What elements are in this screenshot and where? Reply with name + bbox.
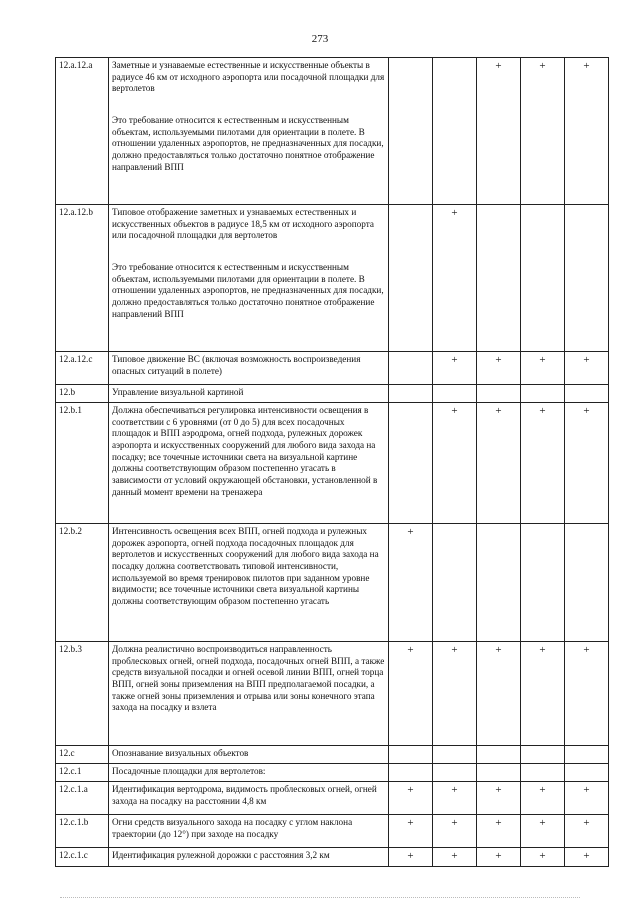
mark-cell-5 bbox=[565, 524, 609, 642]
mark-cell-2: + bbox=[433, 205, 477, 352]
mark-cell-4 bbox=[521, 385, 565, 403]
mark-cell-5: + bbox=[565, 815, 609, 848]
row-description bbox=[109, 58, 389, 205]
table-row bbox=[56, 782, 609, 815]
mark-cell-1 bbox=[389, 746, 433, 764]
mark-cell-4: + bbox=[521, 58, 565, 205]
mark-cell-4 bbox=[521, 524, 565, 642]
mark-cell-5: + bbox=[565, 352, 609, 385]
mark-cell-1: + bbox=[389, 782, 433, 815]
mark-cell-2: + bbox=[433, 403, 477, 524]
row-description bbox=[109, 205, 389, 352]
row-description bbox=[109, 746, 389, 764]
mark-cell-3 bbox=[477, 764, 521, 782]
table-row bbox=[56, 764, 609, 782]
mark-cell-5: + bbox=[565, 642, 609, 746]
row-code: 12.b.3 bbox=[56, 642, 109, 746]
mark-cell-2 bbox=[433, 58, 477, 205]
mark-cell-5: + bbox=[565, 403, 609, 524]
mark-cell-4: + bbox=[521, 352, 565, 385]
row-code: 12.c bbox=[56, 746, 109, 764]
mark-cell-1: + bbox=[389, 524, 433, 642]
description-paragraph: Типовое движение ВС (включая возможность воспроизведения опасных ситуаций в полете) bbox=[112, 354, 361, 376]
table-row bbox=[56, 524, 609, 642]
mark-cell-3 bbox=[477, 385, 521, 403]
mark-cell-4: + bbox=[521, 642, 565, 746]
row-code: 12.b bbox=[56, 385, 109, 403]
mark-cell-3: + bbox=[477, 642, 521, 746]
mark-cell-2: + bbox=[433, 782, 477, 815]
mark-cell-2 bbox=[433, 524, 477, 642]
requirements-table bbox=[55, 57, 609, 867]
table-row bbox=[56, 205, 609, 352]
description-paragraph: Посадочные площадки для вертолетов: bbox=[112, 766, 266, 776]
mark-cell-3: + bbox=[477, 815, 521, 848]
table-body bbox=[56, 58, 609, 867]
page-number: 273 bbox=[311, 33, 329, 45]
row-description bbox=[109, 642, 389, 746]
description-paragraph: Типовое отображение заметных и узнаваемых естественных и искусственных объектов в радиусе 18,5 км от исходного аэропорта или посадочной площадки для вертолетов bbox=[112, 207, 374, 241]
mark-cell-3: + bbox=[477, 848, 521, 867]
row-code: 12.c.1.c bbox=[56, 848, 109, 867]
description-paragraph: Это требование относится к естественным и искусственным объектам, используемыми пилотами для ориентации в полете. В отношении удаленных аэропортов, не предназначенных для посадки, должно предоставляться только достаточно понятное отображение направлений ВПП bbox=[112, 115, 384, 172]
mark-cell-4 bbox=[521, 764, 565, 782]
mark-cell-5: + bbox=[565, 782, 609, 815]
mark-cell-2: + bbox=[433, 642, 477, 746]
mark-cell-5: + bbox=[565, 58, 609, 205]
mark-cell-1 bbox=[389, 352, 433, 385]
row-description bbox=[109, 848, 389, 867]
mark-cell-1 bbox=[389, 764, 433, 782]
description-paragraph: Опознавание визуальных объектов bbox=[112, 748, 249, 758]
row-description bbox=[109, 782, 389, 815]
mark-cell-2 bbox=[433, 385, 477, 403]
row-code: 12.b.1 bbox=[56, 403, 109, 524]
mark-cell-2: + bbox=[433, 352, 477, 385]
row-code: 12.a.12.c bbox=[56, 352, 109, 385]
row-code: 12.b.2 bbox=[56, 524, 109, 642]
mark-cell-3: + bbox=[477, 58, 521, 205]
description-paragraph: Огни средств визуального захода на посадку с углом наклона траектории (до 12°) при заходе на посадку bbox=[112, 817, 353, 839]
mark-cell-5 bbox=[565, 385, 609, 403]
mark-cell-4: + bbox=[521, 403, 565, 524]
row-description bbox=[109, 352, 389, 385]
row-code: 12.a.12.b bbox=[56, 205, 109, 352]
scan-artifact bbox=[60, 897, 580, 899]
mark-cell-3 bbox=[477, 746, 521, 764]
mark-cell-2: + bbox=[433, 848, 477, 867]
mark-cell-5 bbox=[565, 746, 609, 764]
mark-cell-1 bbox=[389, 403, 433, 524]
mark-cell-3 bbox=[477, 205, 521, 352]
description-paragraph: Заметные и узнаваемые естественные и искусственные объекты в радиусе 46 км от исходного аэропорта или посадочной площадки для вертолетов bbox=[112, 60, 385, 94]
mark-cell-4 bbox=[521, 205, 565, 352]
mark-cell-3: + bbox=[477, 782, 521, 815]
description-paragraph: Это требование относится к естественным и искусственным объектам, используемыми пилотами для ориентации в полете. В отношении удаленных аэропортов, не предназначенных для посадки, должно предоставляться только достаточно понятное отображение направлений ВПП bbox=[112, 262, 384, 319]
table-row bbox=[56, 385, 609, 403]
mark-cell-4: + bbox=[521, 848, 565, 867]
table-row bbox=[56, 352, 609, 385]
mark-cell-1: + bbox=[389, 848, 433, 867]
mark-cell-5 bbox=[565, 764, 609, 782]
mark-cell-1 bbox=[389, 58, 433, 205]
row-code: 12.c.1.a bbox=[56, 782, 109, 815]
row-description bbox=[109, 524, 389, 642]
mark-cell-2 bbox=[433, 746, 477, 764]
row-code: 12.a.12.a bbox=[56, 58, 109, 205]
mark-cell-1: + bbox=[389, 815, 433, 848]
mark-cell-1 bbox=[389, 205, 433, 352]
description-paragraph: Управление визуальной картиной bbox=[112, 387, 244, 397]
row-code: 12.c.1 bbox=[56, 764, 109, 782]
mark-cell-5: + bbox=[565, 848, 609, 867]
mark-cell-5 bbox=[565, 205, 609, 352]
mark-cell-1: + bbox=[389, 642, 433, 746]
mark-cell-4: + bbox=[521, 815, 565, 848]
row-description bbox=[109, 403, 389, 524]
table-row bbox=[56, 746, 609, 764]
description-paragraph: Должна обеспечиваться регулировка интенсивности освещения в соответствии с 6 уровнями (от 0 до 5) для всех посадочных площадок и ВПП аэродрома, огней подхода, рулежных дорожек аэропорта и искусственных сооружений для любого вида захода на посадку; все точечные источники света на визуальной картине должны соответствующим образом постепенно угасать в зависимости от условий окружающей обстановки, установленной в данный момент времени на тренажера bbox=[112, 405, 378, 497]
mark-cell-2: + bbox=[433, 815, 477, 848]
description-paragraph: Идентификация вертодрома, видимость проблесковых огней, огней захода на посадку на расстоянии 4,8 км bbox=[112, 784, 377, 806]
description-paragraph: Идентификация рулежной дорожки с расстояния 3,2 км bbox=[112, 850, 330, 860]
table-row bbox=[56, 403, 609, 524]
table-row bbox=[56, 848, 609, 867]
row-description bbox=[109, 385, 389, 403]
description-paragraph: Интенсивность освещения всех ВПП, огней подхода и рулежных дорожек аэропорта, огней подхода посадочных площадок для вертолетов и искусственных сооружений для любого вида захода на посадку должна соответствовать типовой интенсивности, используемой во время тренировок пилотов при заданном уровне видимости; все точечные источники света визуальной картины должны соответствующим образом постепенно угасать bbox=[112, 526, 379, 607]
table-row bbox=[56, 58, 609, 205]
description-paragraph: Должна реалистично воспроизводиться направленность проблесковых огней, огней подхода, посадочных огней ВПП, а также средств визуальной посадки и огней осевой линии ВПП, огней торца ВПП, огней зоны приземления на ВПП предполагаемой посадки, а также огней зоны приземления и отрыва или зоны конечного этапа захода на посадку и взлета bbox=[112, 644, 385, 713]
mark-cell-3: + bbox=[477, 403, 521, 524]
table-row bbox=[56, 642, 609, 746]
row-description bbox=[109, 815, 389, 848]
row-code: 12.c.1.b bbox=[56, 815, 109, 848]
mark-cell-3 bbox=[477, 524, 521, 642]
mark-cell-4: + bbox=[521, 782, 565, 815]
mark-cell-2 bbox=[433, 764, 477, 782]
table-row bbox=[56, 815, 609, 848]
mark-cell-1 bbox=[389, 385, 433, 403]
mark-cell-3: + bbox=[477, 352, 521, 385]
row-description bbox=[109, 764, 389, 782]
mark-cell-4 bbox=[521, 746, 565, 764]
